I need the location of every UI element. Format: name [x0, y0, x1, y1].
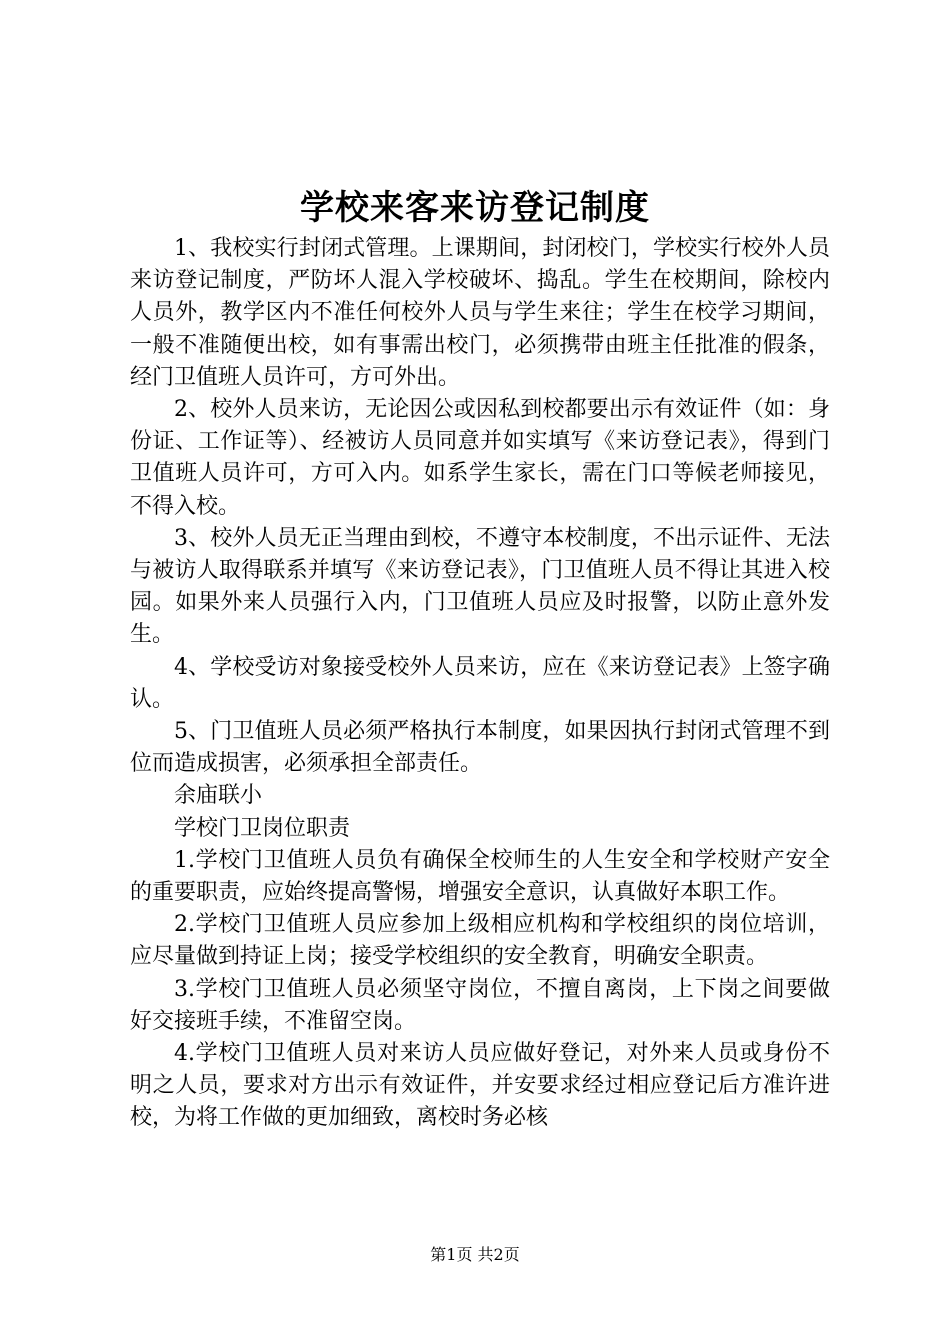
- paragraph-5: 5、门卫值班人员必须严格执行本制度，如果因执行封闭式管理不到位而造成损害，必须承担全部责任。: [130, 719, 830, 777]
- paragraph-2: 2、校外人员来访，无论因公或因私到校都要出示有效证件（如：身份证、工作证等）、经被访人员同意并如实填写《来访登记表》，得到门卫值班人员许可，方可入内。如系学生家长，需在门口等候老师接见，不得入校。: [130, 397, 830, 519]
- paragraph-4: 4、学校受访对象接受校外人员来访，应在《来访登记表》上签字确认。: [130, 654, 830, 712]
- paragraph-1: 1、我校实行封闭式管理。上课期间，封闭校门，学校实行校外人员来访登记制度，严防坏人混入学校破坏、捣乱。学生在校期间，除校内人员外，教学区内不准任何校外人员与学生来往；学生在校学习期间，一般不准随便出校，如有事需出校门，必须携带由班主任批准的假条，经门卫值班人员许可，方可外出。: [130, 236, 830, 390]
- duty-paragraph-2: 2.学校门卫值班人员应参加上级相应机构和学校组织的岗位培训，应尽量做到持证上岗；接受学校组织的安全教育，明确安全职责。: [130, 912, 830, 970]
- document-body: [130, 233, 830, 1135]
- duty-paragraph-1: 1.学校门卫值班人员负有确保全校师生的人生安全和学校财产安全的重要职责，应始终提高警惕，增强安全意识，认真做好本职工作。: [130, 847, 830, 906]
- document-title: 学校来客来访登记制度: [300, 188, 650, 228]
- paragraph-3: 3、校外人员无正当理由到校，不遵守本校制度，不出示证件、无法与被访人取得联系并填写《来访登记表》，门卫值班人员不得让其进入校园。如果外来人员强行入内，门卫值班人员应及时报警，以防止意外发生。: [130, 525, 830, 648]
- page-footer: 第1页 共2页: [430, 1245, 520, 1264]
- duty-paragraph-3: 3.学校门卫值班人员必须坚守岗位，不擅自离岗，上下岗之间要做好交接班手续，不准留空岗。: [130, 976, 830, 1034]
- duty-paragraph-4: 4.学校门卫值班人员对来访人员应做好登记，对外来人员或身份不明之人员，要求对方出示有效证件，并安要求经过相应登记后方准许进校，为将工作做的更加细致，离校时务必核: [130, 1041, 830, 1131]
- section-heading: 学校门卫岗位职责: [174, 815, 351, 841]
- school-name: 余庙联小: [174, 783, 263, 809]
